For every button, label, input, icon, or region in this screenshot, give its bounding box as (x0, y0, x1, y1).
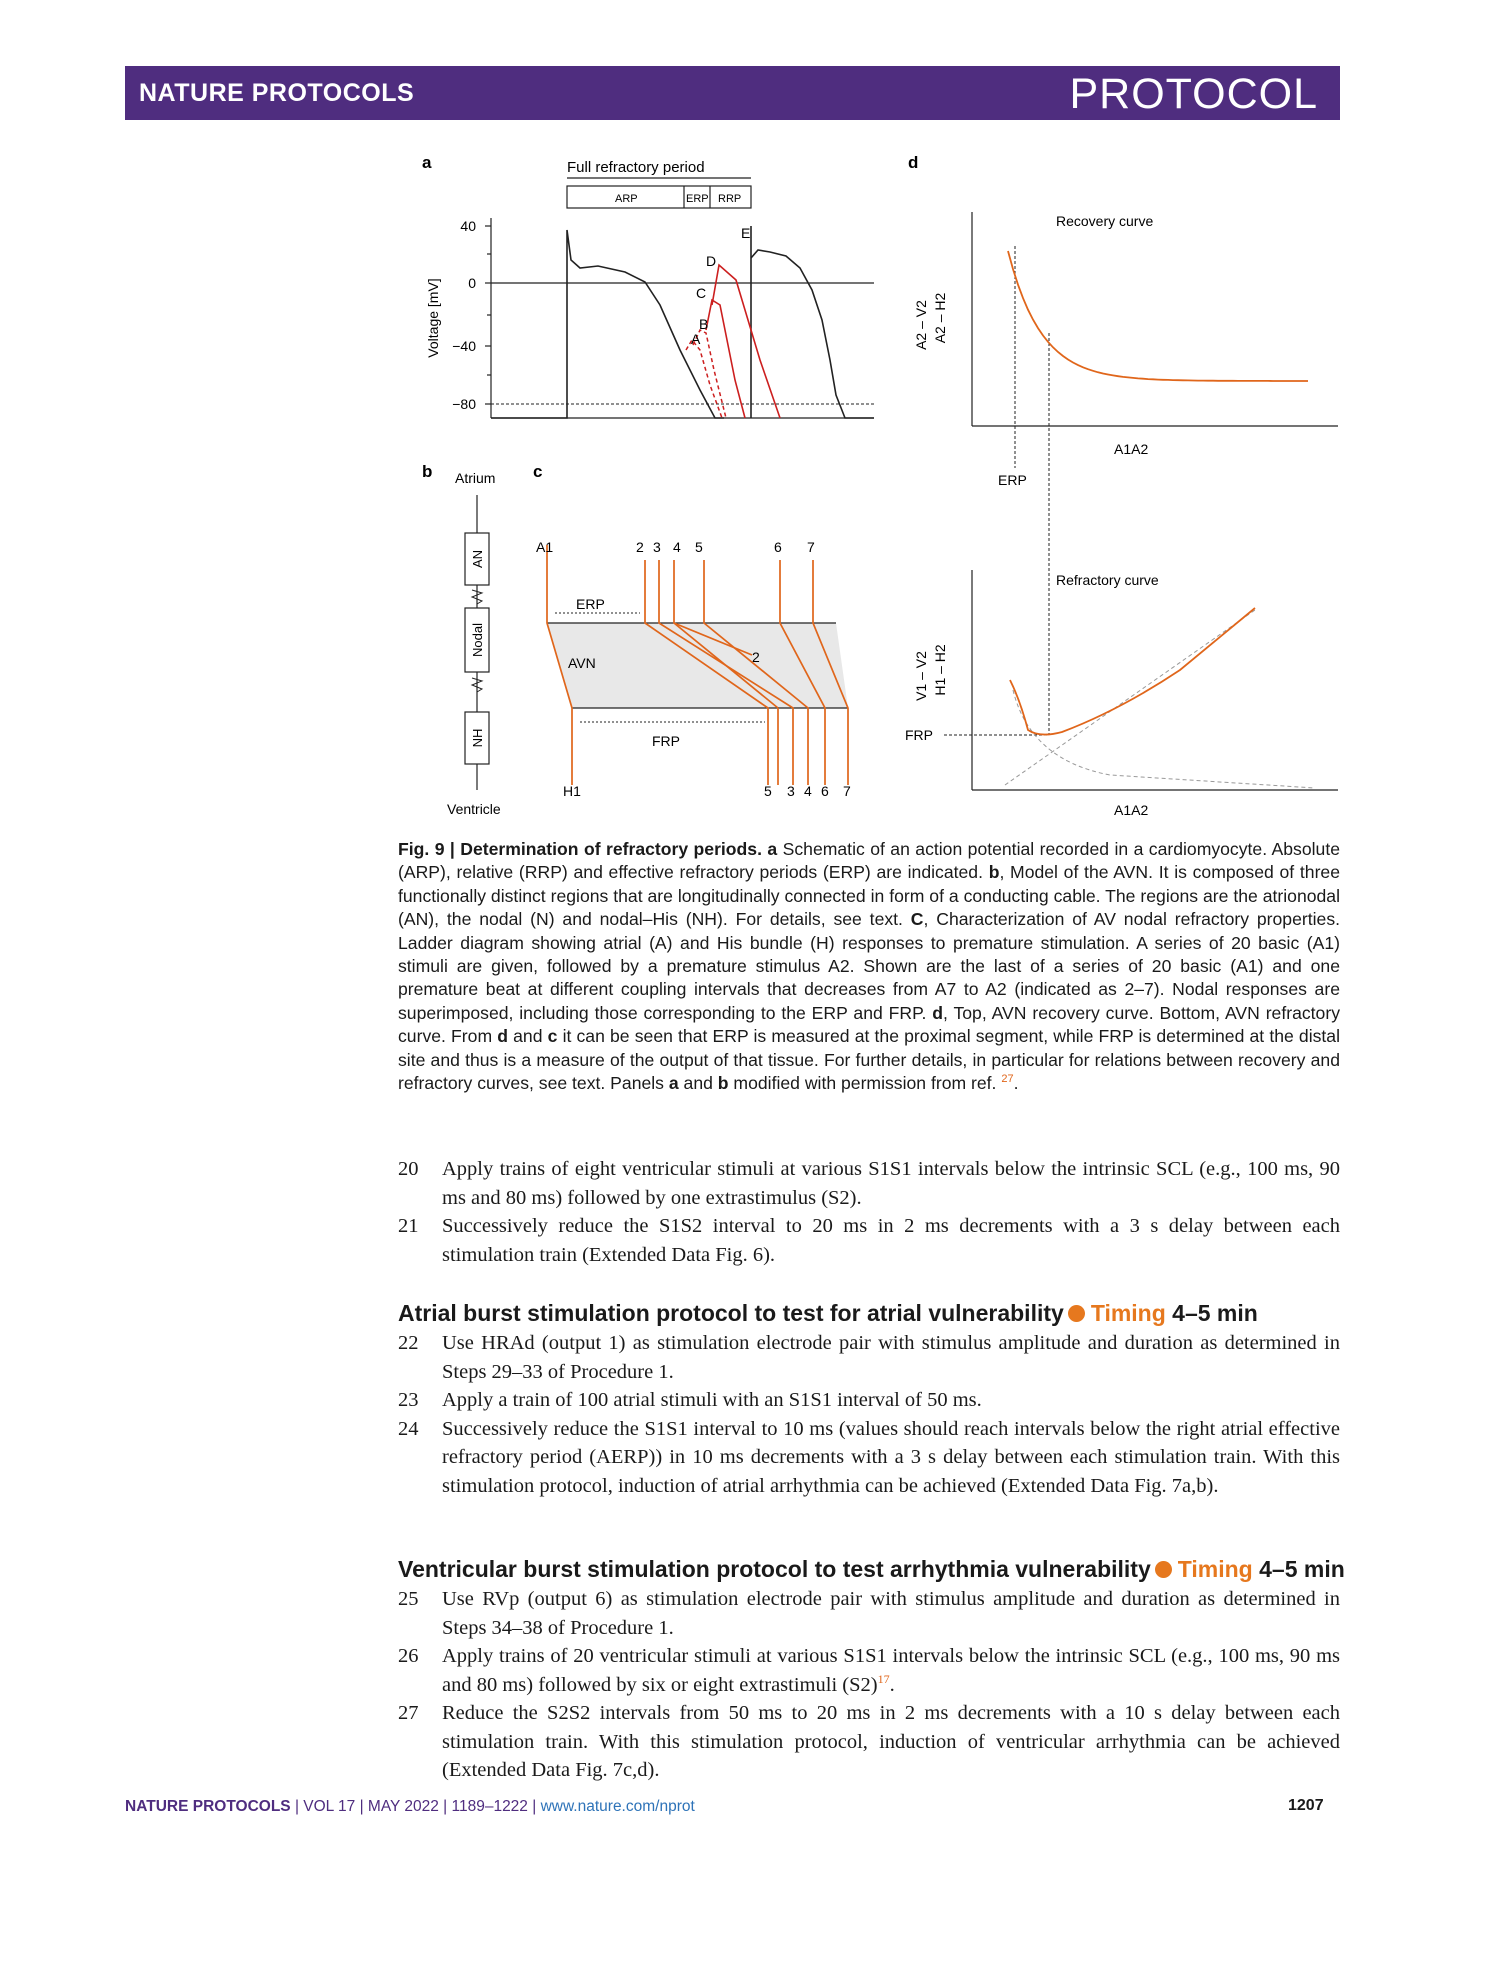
y-tick-m80: −80 (452, 396, 476, 412)
panel-label-c: c (533, 462, 543, 481)
step-25 (398, 1585, 1340, 1642)
step-number: 27 (398, 1702, 419, 1724)
steps-group-3 (398, 1585, 1340, 1785)
article-type: PROTOCOL (1069, 70, 1318, 118)
c-erp-label: ERP (576, 596, 605, 612)
caption-letter-b2: b (717, 1073, 729, 1094)
arp-label: ARP (615, 193, 638, 205)
caption-part: it can be seen that ERP is measured at the proximal segment, while FRP is determined at the distal site and thus is a measure of the output of that tissue. For further details, in particular for relations between recovery and refractory curves, see text. Panels (398, 1026, 1341, 1094)
c-frp-label: FRP (652, 733, 680, 749)
caption-letter-b: b (988, 862, 1000, 883)
step-ref[interactable]: 17 (877, 1671, 890, 1686)
top-num-5: 5 (695, 539, 703, 555)
caption-part: and (508, 1026, 548, 1047)
section-heading-atrial (398, 1300, 1340, 1327)
page-number: 1207 (1288, 1797, 1324, 1814)
section-title: Ventricular burst stimulation protocol to test arrhythmia vulnerability (398, 1556, 1151, 1582)
step-20 (398, 1155, 1340, 1212)
caption-part: , Model of the AVN. It is composed of three functionally distinct regions that are longitudinally connected in form of a conducting cable. The regions are the atrionodal (AN), the nodal (N) and nodal–His (NH). For details, see text. (398, 862, 1340, 930)
timing-value: 4–5 min (1172, 1300, 1258, 1326)
caption-letter-d2: d (497, 1026, 508, 1047)
timing-value: 4–5 min (1259, 1556, 1345, 1582)
y-tick-0: 0 (468, 275, 476, 291)
caption-letter-c: C (910, 909, 924, 930)
figure-9 (0, 0, 1489, 840)
timing-label: Timing (1177, 1556, 1253, 1582)
top-num-7: 7 (807, 539, 815, 555)
erp-bar-label: ERP (686, 193, 709, 205)
atrium-label: Atrium (455, 470, 496, 486)
caption-letter-a2: a (668, 1073, 679, 1094)
panel-label-b: b (422, 462, 433, 481)
top-num-6: 6 (774, 539, 782, 555)
step-text: Successively reduce the S1S1 interval to 10 ms (values should reach intervals below the right atrial effective refractory period (AERP)) in 10 ms decrements with a 3 s delay between each stimulation train. With this stimulation protocol, induction of atrial arrhythmia can be achieved (Extended Data Fig. 7a,b). (442, 1417, 1340, 1497)
footer-volume: | VOL 17 | MAY 2022 | 1189–1222 | (290, 1798, 541, 1815)
steps-group-2 (398, 1329, 1340, 1500)
h1-label: H1 (563, 783, 581, 799)
step-22 (398, 1329, 1340, 1386)
e-trace (751, 250, 874, 418)
caption-letter-d: d (932, 1002, 944, 1023)
top-num-2: 2 (636, 539, 644, 555)
step-text: Apply trains of eight ventricular stimuli at various S1S1 intervals below the intrinsic SCL (e.g., 100 ms, 90 ms and 80 ms) followed by one extrastimulus (S2). (442, 1158, 1340, 1209)
footer-journal: NATURE PROTOCOLS (125, 1798, 291, 1815)
label-a: A (691, 331, 701, 347)
recovery-y-label-2: A2 – H2 (932, 292, 948, 344)
caption-part: Schematic of an action potential recorded in a cardiomyocyte. Absolute (ARP), relative (RRP) and effective refractory periods (ERP) are indicated. (398, 839, 1341, 883)
panel-label-d: d (908, 153, 919, 172)
y-tick-40: 40 (460, 218, 476, 234)
caption-letter-c2: c (547, 1026, 558, 1047)
refractory-y-label-1: V1 – V2 (913, 651, 929, 701)
label-b: B (699, 316, 709, 332)
recovery-x-label: A1A2 (1114, 441, 1149, 457)
nh-label: NH (470, 728, 485, 748)
step-26 (398, 1642, 1340, 1699)
step-text: Use HRAd (output 1) as stimulation electrode pair with stimulus amplitude and duration as determined in Steps 29–33 of Procedure 1. (442, 1332, 1340, 1383)
label-d: D (706, 253, 717, 269)
page-footer (125, 1798, 695, 1816)
nodal-label: Nodal (470, 623, 485, 657)
steps-group-1 (398, 1155, 1340, 1269)
caption-part: , Characterization of AV nodal refractory properties. Ladder diagram showing atrial (A) and His bundle (H) responses to premature stimulation. A series of 20 basic (A1) stimuli are given, followed by a premature stimulus A2. Shown are the last of a series of 20 basic (A1) and one premature beat at different coupling intervals that decreases from A7 to A2 (indicated as 2–7). Nodal responses are superimposed, including those corresponding to the ERP and FRP. (398, 909, 1340, 1023)
step-text: Reduce the S2S2 intervals from 50 ms to 20 ms in 2 ms decrements with a 10 s delay between each stimulation train. With this stimulation protocol, induction of ventricular arrhythmia can be achieved (Extended Data Fig. 7c,d). (442, 1702, 1340, 1781)
panel-label-a: a (422, 153, 432, 172)
erp-marker: ERP (998, 472, 1027, 488)
refractory-asymptote (1005, 610, 1255, 785)
recovery-y-label-1: A2 – V2 (913, 300, 929, 350)
bottom-num-4: 4 (804, 783, 812, 799)
refractory-y-label-2: H1 – H2 (932, 644, 948, 696)
label-c: C (696, 285, 707, 301)
step-21 (398, 1212, 1340, 1269)
frp-marker: FRP (905, 727, 933, 743)
step-text: Apply a train of 100 atrial stimuli with an S1S1 interval of 50 ms. (442, 1389, 982, 1411)
refractory-curve-title: Refractory curve (1056, 572, 1159, 588)
step-23 (398, 1386, 1340, 1415)
step-text: Successively reduce the S1S2 interval to 20 ms in 2 ms decrements with a 3 s delay between each stimulation train (Extended Data Fig. 6). (442, 1215, 1340, 1266)
caption-part: , Top, AVN recovery curve. Bottom, AVN refractory curve. From (398, 1002, 1340, 1047)
bottom-num-5: 5 (764, 783, 772, 799)
refractory-x-label: A1A2 (1114, 802, 1149, 818)
caption-letter-a: a (767, 839, 778, 859)
section-title: Atrial burst stimulation protocol to test for atrial vulnerability (398, 1300, 1064, 1326)
footer-url[interactable]: www.nature.com/nprot (540, 1798, 695, 1815)
rrp-label: RRP (718, 193, 742, 205)
voltage-axis-label: Voltage [mV] (425, 278, 441, 358)
recovery-curve-title: Recovery curve (1056, 213, 1154, 229)
section-heading-ventricular (398, 1556, 1345, 1583)
step-24 (398, 1415, 1340, 1501)
top-num-3: 3 (653, 539, 661, 555)
top-num-4: 4 (673, 539, 681, 555)
c-avn-label: AVN (568, 655, 596, 671)
caption-fig-label: Fig. 9 | Determination of refractory periods. (398, 839, 762, 859)
full-refractory-label: Full refractory period (567, 159, 705, 176)
refractory-curve (1010, 608, 1255, 735)
step-number: 23 (398, 1389, 419, 1411)
step-text: Apply trains of 20 ventricular stimuli at various S1S1 intervals below the intrinsic SCL (e.g., 100 ms, 90 ms and 80 ms) followed by six or eight extrastimuli (S2) (442, 1645, 1340, 1696)
step-text: Use RVp (output 6) as stimulation electrode pair with stimulus amplitude and duration as determined in Steps 34–38 of Procedure 1. (442, 1588, 1340, 1639)
recovery-reflection (1013, 690, 1315, 788)
step-number: 24 (398, 1417, 419, 1440)
timing-dot-icon (1068, 1305, 1085, 1322)
bottom-num-6: 6 (821, 783, 829, 799)
caption-part: and (678, 1073, 718, 1094)
action-potential-trace (491, 230, 724, 418)
ventricle-label: Ventricle (447, 801, 501, 817)
label-e: E (741, 225, 751, 241)
caption-part: modified with permission from ref. (728, 1073, 1002, 1094)
trace-d (712, 265, 780, 418)
caption-part: . (1013, 1073, 1019, 1094)
step-number: 20 (398, 1158, 419, 1180)
c-two-label: 2 (752, 649, 760, 665)
step-text-end: . (889, 1673, 895, 1696)
step-number: 22 (398, 1332, 419, 1354)
timing-label: Timing (1090, 1300, 1166, 1326)
bottom-num-3: 3 (787, 783, 795, 799)
y-tick-m40: −40 (452, 338, 476, 354)
step-number: 26 (398, 1645, 419, 1667)
a1-label: A1 (536, 539, 554, 555)
caption-ref[interactable]: 27 (1001, 1073, 1014, 1086)
step-number: 21 (398, 1215, 419, 1237)
figure-caption (398, 838, 1340, 1095)
journal-name: NATURE PROTOCOLS (139, 79, 415, 107)
step-27 (398, 1699, 1340, 1785)
recovery-curve (1008, 251, 1308, 381)
bottom-num-7: 7 (843, 783, 851, 799)
timing-dot-icon (1155, 1561, 1172, 1578)
step-number: 25 (398, 1588, 419, 1610)
an-label: AN (470, 549, 485, 569)
